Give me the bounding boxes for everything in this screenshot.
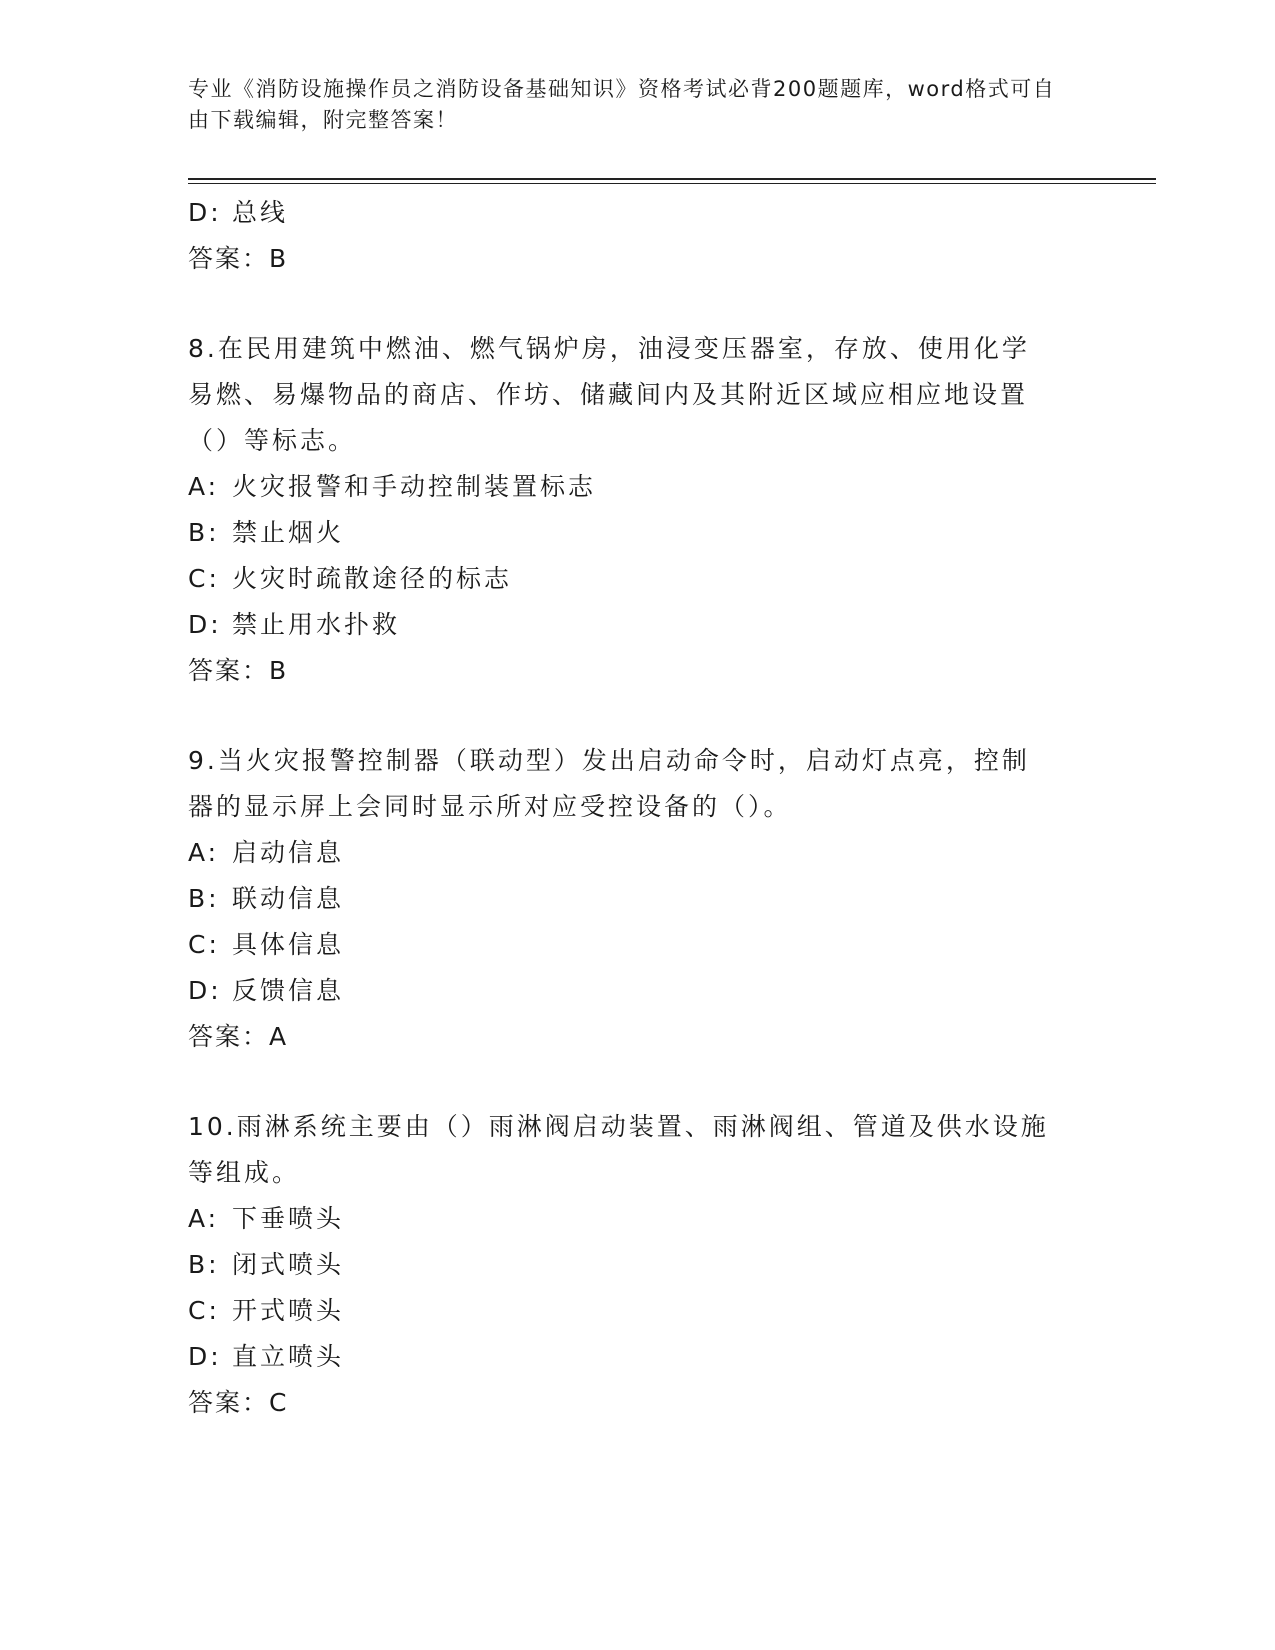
question-stem-line: 等组成。 (188, 1158, 301, 1187)
option-b (188, 510, 1088, 556)
option-text: 联动信息 (232, 884, 345, 913)
option-text: 反馈信息 (232, 976, 345, 1005)
document-header (188, 74, 1068, 136)
header-divider-thin (188, 183, 1156, 184)
option-key: A: (188, 472, 220, 501)
option-text: 直立喷头 (232, 1342, 345, 1371)
question-stem-line: 器的显示屏上会同时显示所对应受控设备的（）。 (188, 792, 792, 821)
option-d (188, 1334, 1088, 1380)
option-a (188, 464, 1088, 510)
option-text: 开式喷头 (232, 1296, 345, 1325)
option-c (188, 1288, 1088, 1334)
answer-line: 答案：B (188, 656, 289, 685)
question-stem-line: 9.当火灾报警控制器（联动型）发出启动命令时，启动灯点亮，控制 (188, 746, 1030, 775)
option-b (188, 876, 1088, 922)
option-text: 禁止用水扑救 (232, 610, 401, 639)
question-stem-line: 易燃、易爆物品的商店、作坊、储藏间内及其附近区域应相应地设置 (188, 380, 1029, 409)
header-text: 专业《消防设施操作员之消防设备基础知识》资格考试必背200题题库，word格式可自由下载编辑，附完整答案！ (188, 77, 1056, 132)
header-divider (188, 178, 1156, 180)
question-stem-line: （）等标志。 (188, 426, 357, 455)
option-key: D: (188, 198, 222, 227)
option-text: 总线 (232, 198, 289, 227)
option-d (188, 968, 1088, 1014)
question-stem-line: 8.在民用建筑中燃油、燃气锅炉房，油浸变压器室，存放、使用化学 (188, 334, 1030, 363)
question-stem-line: 10.雨淋系统主要由（）雨淋阀启动装置、雨淋阀组、管道及供水设施 (188, 1112, 1049, 1141)
option-key: C: (188, 1296, 220, 1325)
option-key: D: (188, 1342, 222, 1371)
option-a (188, 830, 1088, 876)
option-text: 火灾时疏散途径的标志 (232, 564, 513, 593)
option-c (188, 922, 1088, 968)
option-key: D: (188, 610, 222, 639)
option-c (188, 556, 1088, 602)
option-text: 闭式喷头 (232, 1250, 345, 1279)
option-text: 下垂喷头 (232, 1204, 345, 1233)
option-key: B: (188, 518, 220, 547)
option-a (188, 1196, 1088, 1242)
option-key: A: (188, 1204, 220, 1233)
option-text: 禁止烟火 (232, 518, 345, 547)
answer-line: 答案：A (188, 1022, 289, 1051)
answer-line: 答案：B (188, 244, 289, 273)
question-block (188, 738, 1088, 1060)
answer-line: 答案：C (188, 1388, 289, 1417)
option-key: C: (188, 564, 220, 593)
option-d (188, 602, 1088, 648)
option-key: C: (188, 930, 220, 959)
option-key: B: (188, 1250, 220, 1279)
question-content (188, 190, 1088, 1426)
question-block (188, 326, 1088, 694)
option-d (188, 190, 1088, 236)
option-text: 启动信息 (232, 838, 345, 867)
option-key: A: (188, 838, 220, 867)
option-text: 具体信息 (232, 930, 345, 959)
option-key: B: (188, 884, 220, 913)
question-block (188, 1104, 1088, 1426)
option-b (188, 1242, 1088, 1288)
option-key: D: (188, 976, 222, 1005)
option-text: 火灾报警和手动控制装置标志 (232, 472, 597, 501)
